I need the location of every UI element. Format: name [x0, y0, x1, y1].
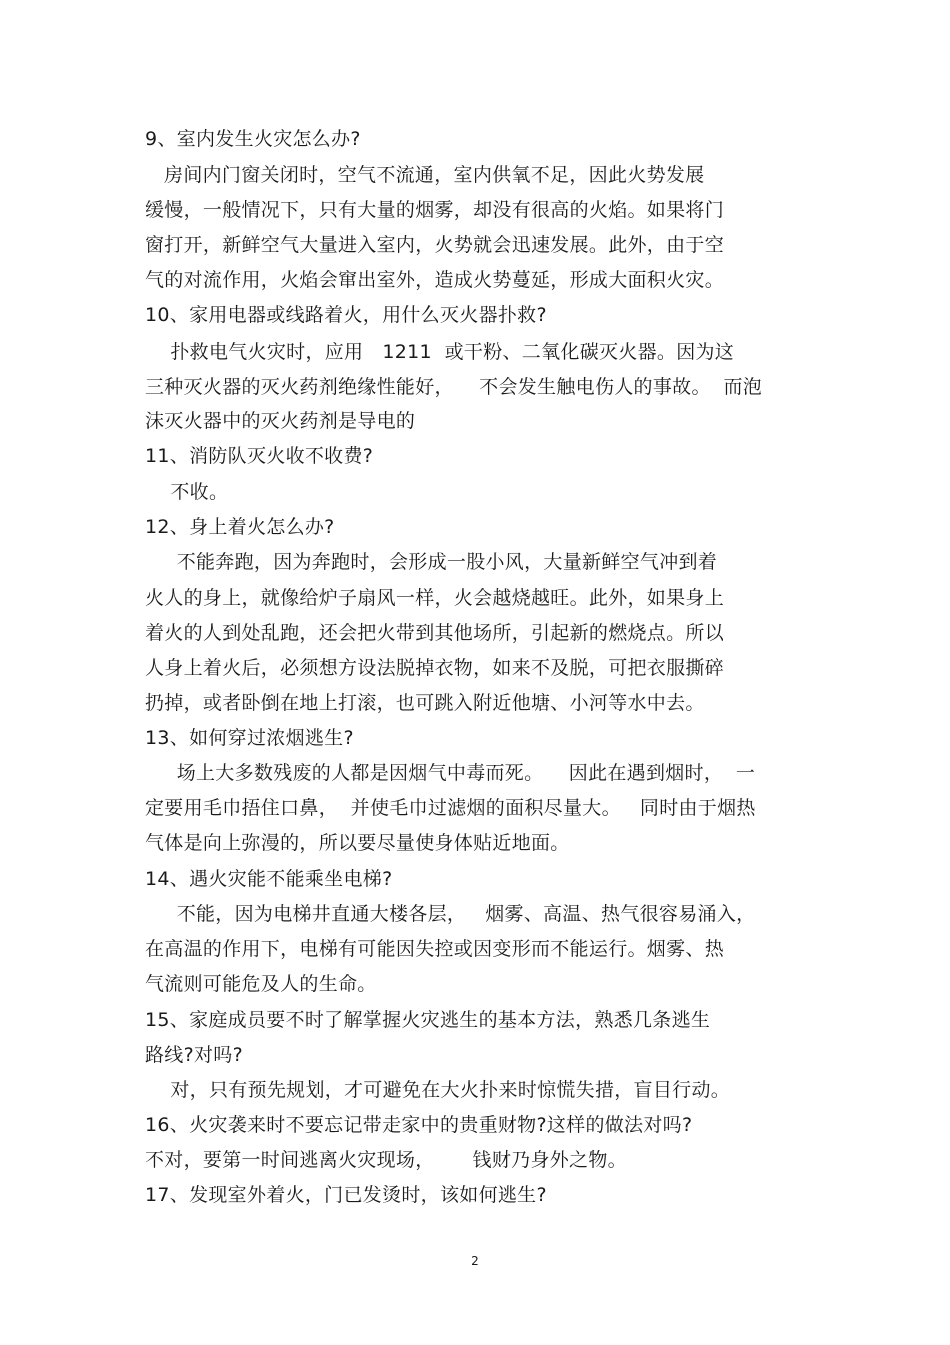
answer-12-line-3: 着火的人到处乱跑，还会把火带到其他场所，引起新的燃烧点。所以: [145, 622, 725, 644]
answer-12-line-2: 火人的身上，就像给炉子扇风一样，火会越烧越旺。此外，如果身上: [145, 587, 725, 609]
question-10: 10、家用电器或线路着火，用什么灭火器扑救?: [145, 304, 547, 326]
answer-9-line-3: 窗打开，新鲜空气大量进入室内，火势就会迅速发展。此外，由于空: [145, 234, 725, 256]
answer-10-line-3: 沫灭火器中的灭火药剂是导电的: [145, 410, 416, 432]
page-number: 2: [471, 1254, 479, 1268]
question-11: 11、消防队灭火收不收费?: [145, 445, 374, 467]
question-15-line-1: 15、家庭成员要不时了解掌握火灾逃生的基本方法，熟悉几条逃生: [145, 1009, 711, 1031]
question-12: 12、身上着火怎么办?: [145, 516, 335, 538]
answer-9-line-4: 气的对流作用，火焰会窜出室外，造成火势蔓延，形成大面积火灾。: [145, 269, 725, 291]
answer-14-line-2: 在高温的作用下，电梯有可能因失控或因变形而不能运行。烟雾、热: [145, 938, 725, 960]
question-9: 9、室内发生火灾怎么办?: [145, 128, 361, 150]
answer-10-line-1: 扑救电气火灾时，应用 1211 或干粉、二氧化碳灭火器。因为这: [145, 341, 735, 363]
answer-16: 不对，要第一时间逃离火灾现场， 钱财乃身外之物。: [145, 1149, 627, 1171]
answer-12-line-5: 扔掉，或者卧倒在地上打滚，也可跳入附近他塘、小河等水中去。: [145, 692, 705, 714]
answer-12-line-4: 人身上着火后，必须想方设法脱掉衣物，如来不及脱，可把衣服撕碎: [145, 657, 725, 679]
question-16: 16、火灾袭来时不要忘记带走家中的贵重财物?这样的做法对吗?: [145, 1114, 693, 1136]
answer-14-line-1: 不能，因为电梯井直通大楼各层， 烟雾、高温、热气很容易涌入，: [145, 903, 756, 925]
answer-9-line-2: 缓慢，一般情况下，只有大量的烟雾，却没有很高的火焰。如果将门: [145, 199, 725, 221]
answer-12-line-1: 不能奔跑，因为奔跑时，会形成一股小风，大量新鲜空气冲到着: [145, 551, 718, 573]
answer-10-line-2: 三种灭火器的灭火药剂绝缘性能好， 不会发生触电伤人的事故。 而泡: [145, 376, 763, 398]
question-13: 13、如何穿过浓烟逃生?: [145, 727, 354, 749]
question-15-line-2: 路线?对吗?: [145, 1044, 243, 1066]
answer-14-line-3: 气流则可能危及人的生命。: [145, 973, 377, 995]
question-14: 14、遇火灾能不能乘坐电梯?: [145, 868, 393, 890]
answer-15: 对，只有预先规划，才可避免在大火扑来时惊慌失措，盲目行动。: [145, 1079, 731, 1101]
answer-13-line-3: 气体是向上弥漫的，所以要尽量使身体贴近地面。: [145, 832, 570, 854]
answer-9-line-1: 房间内门窗关闭时，空气不流通，室内供氧不足，因此火势发展: [145, 164, 705, 186]
question-17: 17、发现室外着火，门已发烫时，该如何逃生?: [145, 1184, 547, 1206]
answer-13-line-2: 定要用毛巾捂住口鼻， 并使毛巾过滤烟的面积尽量大。 同时由于烟热: [145, 797, 756, 819]
answer-13-line-1: 场上大多数残废的人都是因烟气中毒而死。 因此在遇到烟时， 一: [145, 762, 756, 784]
answer-11: 不收。: [145, 481, 229, 503]
